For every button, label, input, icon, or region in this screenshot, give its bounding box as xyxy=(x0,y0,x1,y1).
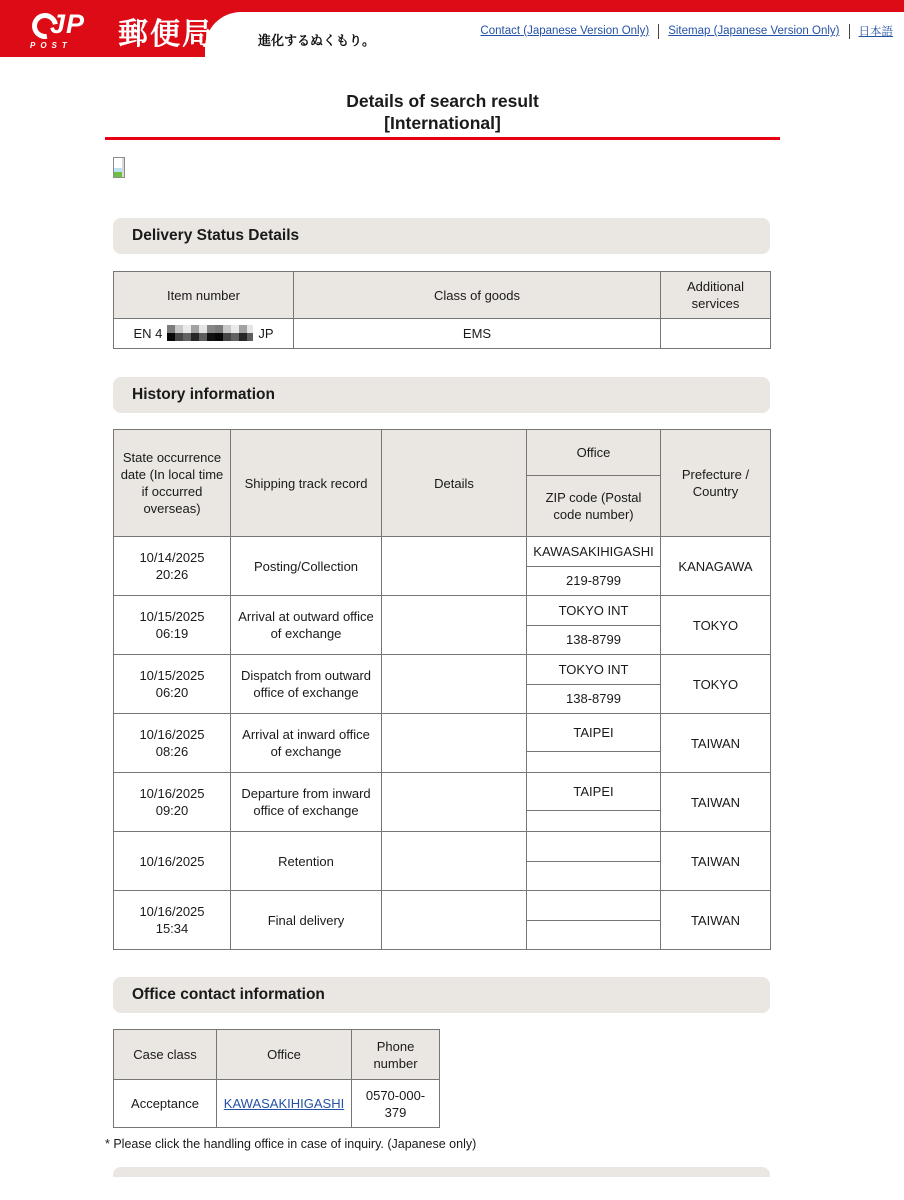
office-cell xyxy=(217,1080,352,1128)
prefecture-cell: TOKYO xyxy=(661,596,771,655)
history-row xyxy=(114,655,771,714)
date-cell: 10/16/2025 xyxy=(114,832,231,891)
date-cell: 10/15/2025 06:19 xyxy=(114,596,231,655)
prefecture-cell: TOKYO xyxy=(661,655,771,714)
details-cell xyxy=(382,891,527,950)
track-cell: Arrival at inward office of exchange xyxy=(231,714,382,773)
office-zip-cell: KAWASAKIHIGASHI 219-8799 xyxy=(527,537,661,596)
col-item-number: Item number xyxy=(114,272,294,319)
office-zip-cell xyxy=(527,891,661,950)
date-cell: 10/15/2025 06:20 xyxy=(114,655,231,714)
item-number-suffix: JP xyxy=(258,326,274,341)
contact-link[interactable]: Contact (Japanese Version Only) xyxy=(480,25,650,37)
main-content xyxy=(105,90,780,1177)
prefecture-cell: TAIWAN xyxy=(661,714,771,773)
col-zip: ZIP code (Postal code number) xyxy=(545,490,642,522)
section-office-contact xyxy=(113,977,770,1013)
prefecture-cell: TAIWAN xyxy=(661,891,771,950)
track-cell: Dispatch from outward office of exchange xyxy=(231,655,382,714)
track-cell: Posting/Collection xyxy=(231,537,382,596)
delivery-data-row xyxy=(114,319,771,349)
section-office-contact-title: Office contact information xyxy=(132,986,325,1003)
sitemap-link[interactable]: Sitemap (Japanese Version Only) xyxy=(668,25,840,37)
broken-image-icon xyxy=(113,157,125,178)
track-cell: Final delivery xyxy=(231,891,382,950)
details-cell xyxy=(382,714,527,773)
date-cell: 10/14/2025 20:26 xyxy=(114,537,231,596)
history-table xyxy=(113,429,771,950)
date-cell: 10/16/2025 15:34 xyxy=(114,891,231,950)
office-zip-cell: TOKYO INT 138-8799 xyxy=(527,596,661,655)
date-cell: 10/16/2025 09:20 xyxy=(114,773,231,832)
delivery-header-row xyxy=(114,272,771,319)
office-contact-data-row xyxy=(114,1080,440,1128)
site-header xyxy=(0,0,904,57)
delivery-status-table xyxy=(113,271,771,349)
office-zip-cell: TAIPEI xyxy=(527,773,661,832)
col-case-class: Case class xyxy=(114,1030,217,1080)
link-separator xyxy=(849,24,850,39)
post-office-name: 郵便局 xyxy=(118,18,214,51)
col-additional-services: Additional services xyxy=(661,272,771,319)
col-details: Details xyxy=(382,430,527,537)
col-office-zip xyxy=(527,430,661,537)
history-row xyxy=(114,596,771,655)
history-row xyxy=(114,714,771,773)
header-links xyxy=(480,23,893,39)
history-row xyxy=(114,537,771,596)
jp-post-logo-jp: JP xyxy=(50,9,86,39)
section-delivery-status xyxy=(113,218,770,254)
redacted-mosaic xyxy=(167,325,253,341)
history-row xyxy=(114,832,771,891)
page-title xyxy=(105,90,780,134)
col-state-date: State occurrence date (In local time if occurred overseas) xyxy=(114,430,231,537)
link-separator xyxy=(658,24,659,39)
section-next-partial xyxy=(113,1167,770,1177)
prefecture-cell: TAIWAN xyxy=(661,773,771,832)
class-of-goods-cell: EMS xyxy=(294,319,661,349)
details-cell xyxy=(382,655,527,714)
col-prefecture: Prefecture / Country xyxy=(661,430,771,537)
japanese-language-link[interactable]: 日本語 xyxy=(858,26,893,38)
date-cell: 10/16/2025 08:26 xyxy=(114,714,231,773)
details-cell xyxy=(382,832,527,891)
track-cell: Arrival at outward office of exchange xyxy=(231,596,382,655)
brand-tagline: 進化するぬくもり。 xyxy=(258,33,376,48)
track-cell: Retention xyxy=(231,832,382,891)
prefecture-cell: TAIWAN xyxy=(661,832,771,891)
office-contact-footnote: * Please click the handling office in case of inquiry. (Japanese only) xyxy=(105,1137,477,1151)
page-title-line1: Details of search result xyxy=(346,91,539,111)
track-cell: Departure from inward office of exchange xyxy=(231,773,382,832)
section-history xyxy=(113,377,770,413)
office-zip-cell: TOKYO INT 138-8799 xyxy=(527,655,661,714)
col-track-record: Shipping track record xyxy=(231,430,382,537)
item-number-cell xyxy=(114,319,294,349)
history-row xyxy=(114,891,771,950)
additional-services-cell xyxy=(661,319,771,349)
details-cell xyxy=(382,596,527,655)
col-office: Office xyxy=(527,430,660,476)
jp-post-logo-post: POST xyxy=(30,41,72,50)
col-office-name: Office xyxy=(217,1030,352,1080)
section-delivery-status-title: Delivery Status Details xyxy=(132,227,300,244)
history-row xyxy=(114,773,771,832)
prefecture-cell: KANAGAWA xyxy=(661,537,771,596)
col-phone-number: Phone number xyxy=(352,1030,440,1080)
office-zip-cell xyxy=(527,832,661,891)
page-title-line2: [International] xyxy=(384,113,501,133)
office-zip-cell: TAIPEI xyxy=(527,714,661,773)
item-number-prefix: EN 4 xyxy=(133,326,163,341)
jp-post-logo[interactable] xyxy=(26,7,116,53)
col-class-of-goods: Class of goods xyxy=(294,272,661,319)
details-cell xyxy=(382,537,527,596)
title-red-rule xyxy=(105,137,780,140)
handling-office-link[interactable]: KAWASAKIHIGASHI xyxy=(223,1096,345,1111)
office-contact-table xyxy=(113,1029,440,1128)
history-header-row xyxy=(114,430,771,537)
details-cell xyxy=(382,773,527,832)
case-class-cell: Acceptance xyxy=(114,1080,217,1128)
office-contact-header-row xyxy=(114,1030,440,1080)
section-history-title: History information xyxy=(132,386,275,403)
phone-cell: 0570-000-379 xyxy=(352,1080,440,1128)
